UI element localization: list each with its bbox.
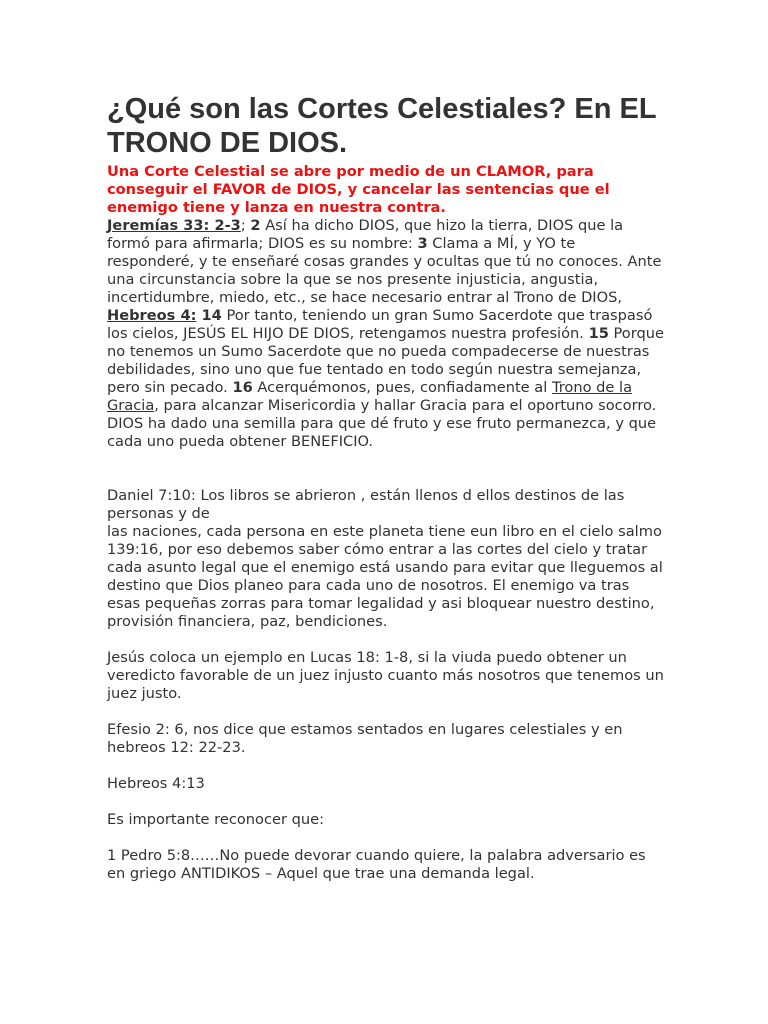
importante-paragraph: Es importante reconocer que: xyxy=(107,811,325,828)
spacer xyxy=(107,829,667,847)
verse-14-text: Por tanto, teniendo un gran Sumo Sacerdote que traspasó los cielos, JESÚS EL HIJO DE DIOS, retengamos nuestra profesión. xyxy=(107,307,653,342)
semilla-paragraph: DIOS ha dado una semilla para que dé fruto y ese fruto permanezca, y que cada uno pueda obtener BENEFICIO. xyxy=(107,415,657,450)
scripture-paragraph xyxy=(107,217,667,415)
jesus-paragraph: Jesús coloca un ejemplo en Lucas 18: 1-8, si la viuda puedo obtener un veredicto favorable de un juez injusto cuanto más nosotros que tenemos un juez justo. xyxy=(107,649,664,702)
daniel-paragraph-line: Daniel 7:10: Los libros se abrieron , están llenos d ellos destinos de las personas y de xyxy=(107,487,625,522)
verse-15-text: Porque no tenemos un Sumo Sacerdote que no pueda compadecerse de nuestras debilidades, sino uno que fue tentado en todo según nuestra semejanza, pero sin pecado. xyxy=(107,325,664,396)
separator: ; xyxy=(240,217,251,234)
reference-jeremias[interactable]: Jeremías 33: 2-3 xyxy=(107,217,241,234)
verse-number-15: 15 xyxy=(588,325,609,342)
spacer xyxy=(107,757,667,775)
verse-number-16: 16 xyxy=(232,379,253,396)
hebreos-paragraph: Hebreos 4:13 xyxy=(107,775,205,792)
verse-number-3: 3 xyxy=(417,235,428,252)
efesio-paragraph: Efesio 2: 6, nos dice que estamos sentados en lugares celestiales y en hebreos 12: 22-23. xyxy=(107,721,623,756)
spacer xyxy=(107,451,667,487)
spacer xyxy=(107,793,667,811)
document-page xyxy=(107,92,667,883)
verse-16-end: , para alcanzar Misericordia y hallar Gracia para el oportuno socorro. xyxy=(154,397,657,414)
verse-number-14: 14 xyxy=(196,307,222,324)
trono-gracia-link[interactable]: Trono de la Gracia xyxy=(107,379,633,414)
verse-2-text: Así ha dicho DIOS, que hizo la tierra, DIOS que la formó para afirmarla; DIOS es su nombre: xyxy=(107,217,624,252)
verse-16-text: Acerquémonos, pues, confiadamente al xyxy=(252,379,552,396)
spacer xyxy=(107,631,667,649)
pedro-paragraph: 1 Pedro 5:8……No puede devorar cuando quiere, la palabra adversario es en griego ANTIDIKOS – Aquel que trae una demanda legal. xyxy=(107,847,646,882)
spacer xyxy=(107,703,667,721)
verse-number-2: 2 xyxy=(250,217,261,234)
verse-3-text: Clama a MÍ, y YO te responderé, y te enseñaré cosas grandes y ocultas que tú no conoces. Ante una circunstancia sobre la que se nos presente injusticia, angustia, incertidumbre, miedo, etc., se hace necesario entrar al Trono de DIOS, xyxy=(107,235,662,306)
page-title: ¿Qué son las Cortes Celestiales? En EL TRONO DE DIOS. xyxy=(107,93,657,159)
daniel-paragraph: las naciones, cada persona en este planeta tiene eun libro en el cielo salmo 139:16, por eso debemos saber cómo entrar a las cortes del cielo y tratar cada asunto legal que el enemigo está usando para evitar que lleguemos al destino que Dios planeo para cada uno de nosotros. El enemigo va tras esas pequeñas zorras para tomar legalidad y asi bloquear nuestro destino, provisión financiera, paz, bendiciones. xyxy=(107,523,663,630)
intro-red-paragraph: Una Corte Celestial se abre por medio de un CLAMOR, para conseguir el FAVOR de DIOS, y cancelar las sentencias que el enemigo tiene y lanza en nuestra contra. xyxy=(107,163,610,216)
reference-hebreos[interactable]: Hebreos 4: xyxy=(107,307,197,324)
